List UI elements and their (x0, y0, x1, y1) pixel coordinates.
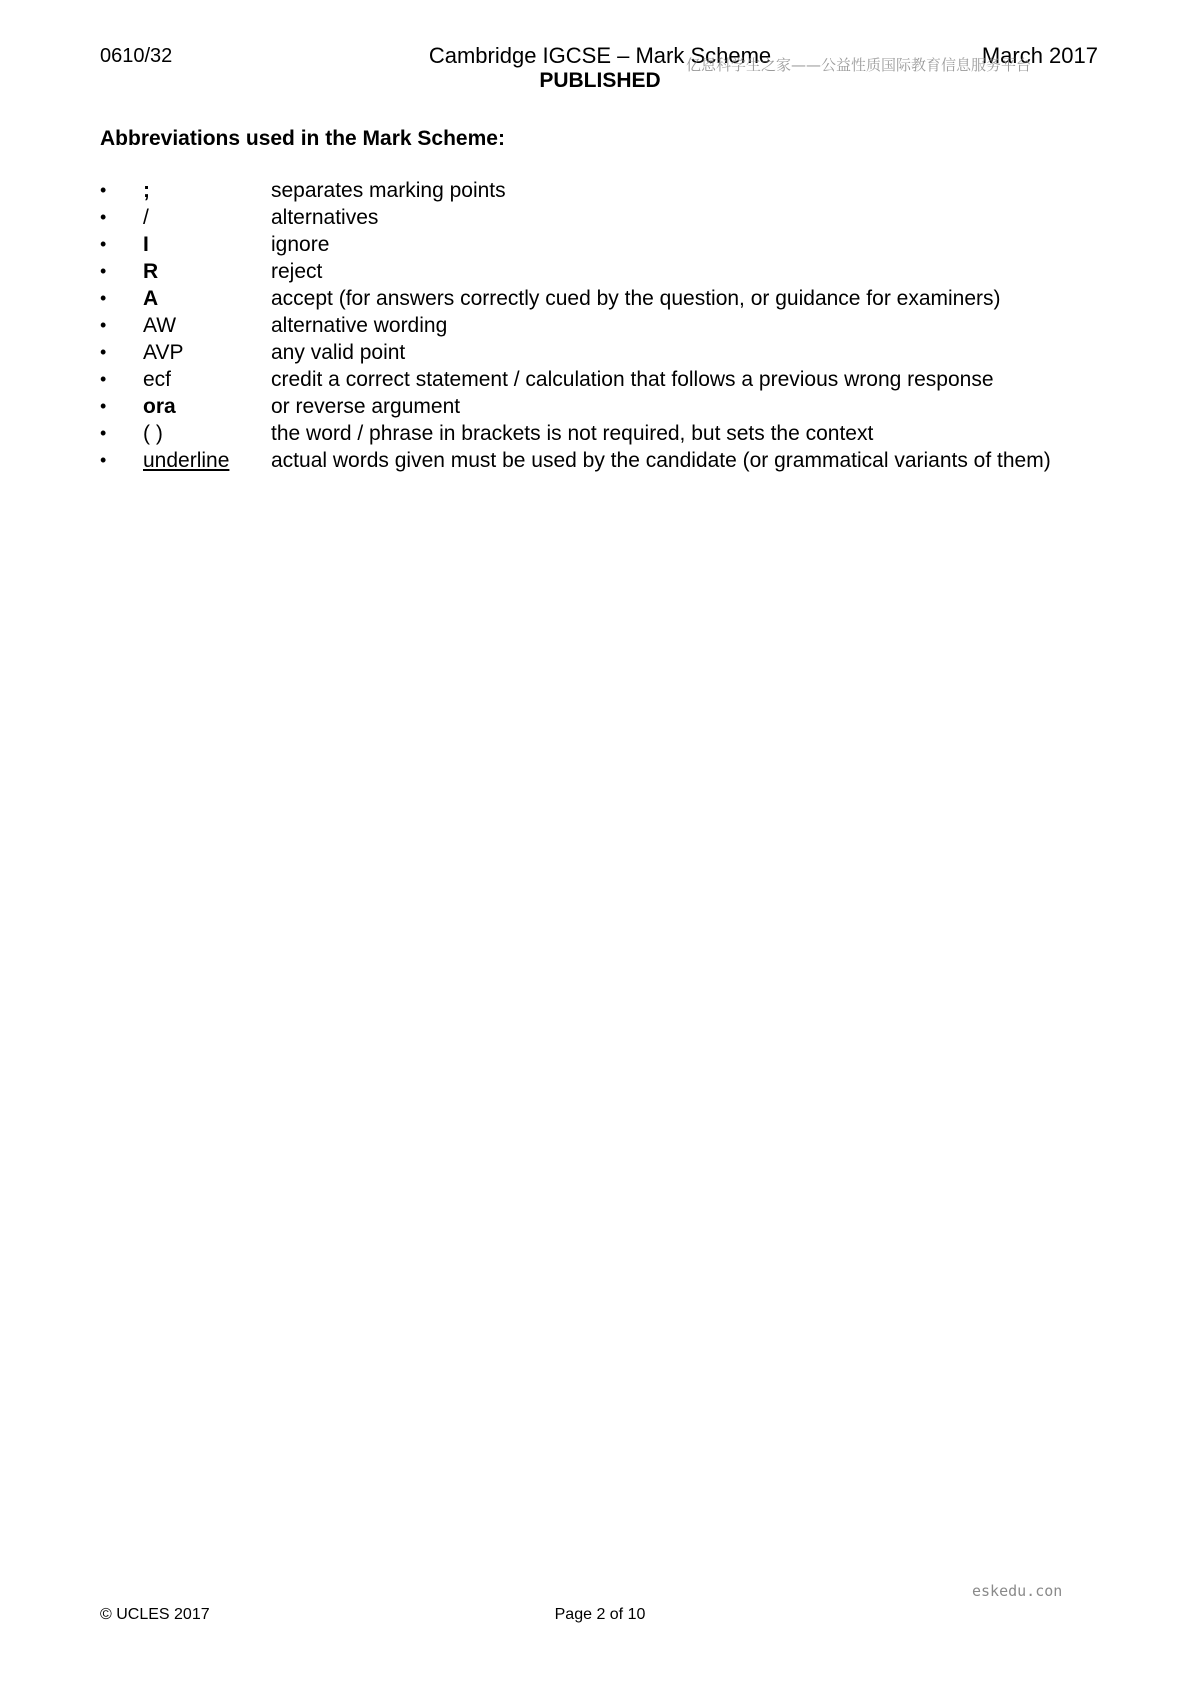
paper-code: 0610/32 (100, 45, 173, 67)
bullet-icon: • (100, 369, 107, 389)
bullet-icon: • (100, 261, 107, 281)
bullet-icon: • (100, 450, 107, 470)
abbreviation-term: A (143, 287, 159, 310)
abbreviation-item (100, 312, 1110, 339)
abbreviation-item (100, 285, 1110, 312)
bullet-icon: • (100, 315, 107, 335)
bullet-icon: • (100, 288, 107, 308)
abbreviation-item (100, 339, 1110, 366)
abbreviations-list (100, 177, 1110, 474)
abbreviation-meaning: the word / phrase in brackets is not required, but sets the context (271, 422, 874, 445)
abbreviation-term: underline (143, 449, 230, 472)
page-number: Page 2 of 10 (554, 1606, 646, 1623)
document-title: Cambridge IGCSE – Mark Scheme (428, 43, 772, 68)
abbreviation-term: R (143, 260, 159, 283)
bullet-icon: • (100, 234, 107, 254)
abbreviation-item (100, 231, 1110, 258)
bullet-icon: • (100, 207, 107, 227)
abbreviation-term: ora (143, 395, 176, 418)
abbreviation-meaning: accept (for answers correctly cued by the question, or guidance for examiners) (271, 287, 1001, 310)
abbreviation-item (100, 447, 1110, 474)
abbreviation-term: ( ) (143, 422, 163, 445)
abbreviation-term: AVP (143, 341, 184, 364)
exam-session-date: March 2017 (981, 43, 1098, 68)
abbreviation-meaning: actual words given must be used by the candidate (or grammatical variants of them) (271, 449, 1051, 472)
abbreviation-meaning: ignore (271, 233, 330, 256)
header-watermark: 亿恩科学生之家——公益性质国际教育信息服务平台 (686, 56, 1032, 74)
abbreviation-item (100, 420, 1110, 447)
abbreviation-meaning: alternatives (271, 206, 379, 229)
published-label: PUBLISHED (539, 69, 661, 92)
abbreviation-term: ; (143, 179, 150, 202)
abbreviation-meaning: separates marking points (271, 179, 506, 202)
abbreviation-item (100, 204, 1110, 231)
abbreviation-term: / (143, 206, 149, 229)
abbreviation-term: ecf (143, 368, 172, 391)
bullet-icon: • (100, 180, 107, 200)
abbreviation-item (100, 393, 1110, 420)
abbreviation-term: I (143, 233, 149, 256)
footer-watermark: eskedu.con (972, 1582, 1063, 1600)
abbreviation-term: AW (143, 314, 177, 337)
abbreviation-item (100, 177, 1110, 204)
copyright-notice: © UCLES 2017 (100, 1606, 210, 1623)
abbreviation-item (100, 258, 1110, 285)
abbreviation-meaning: reject (271, 260, 323, 283)
abbreviation-meaning: any valid point (271, 341, 406, 364)
abbreviation-meaning: alternative wording (271, 314, 448, 337)
abbreviation-meaning: credit a correct statement / calculation that follows a previous wrong response (271, 368, 994, 391)
bullet-icon: • (100, 396, 107, 416)
bullet-icon: • (100, 423, 107, 443)
bullet-icon: • (100, 342, 107, 362)
abbreviation-item (100, 366, 1110, 393)
abbreviation-meaning: or reverse argument (271, 395, 461, 418)
abbreviations-heading: Abbreviations used in the Mark Scheme: (100, 127, 505, 150)
